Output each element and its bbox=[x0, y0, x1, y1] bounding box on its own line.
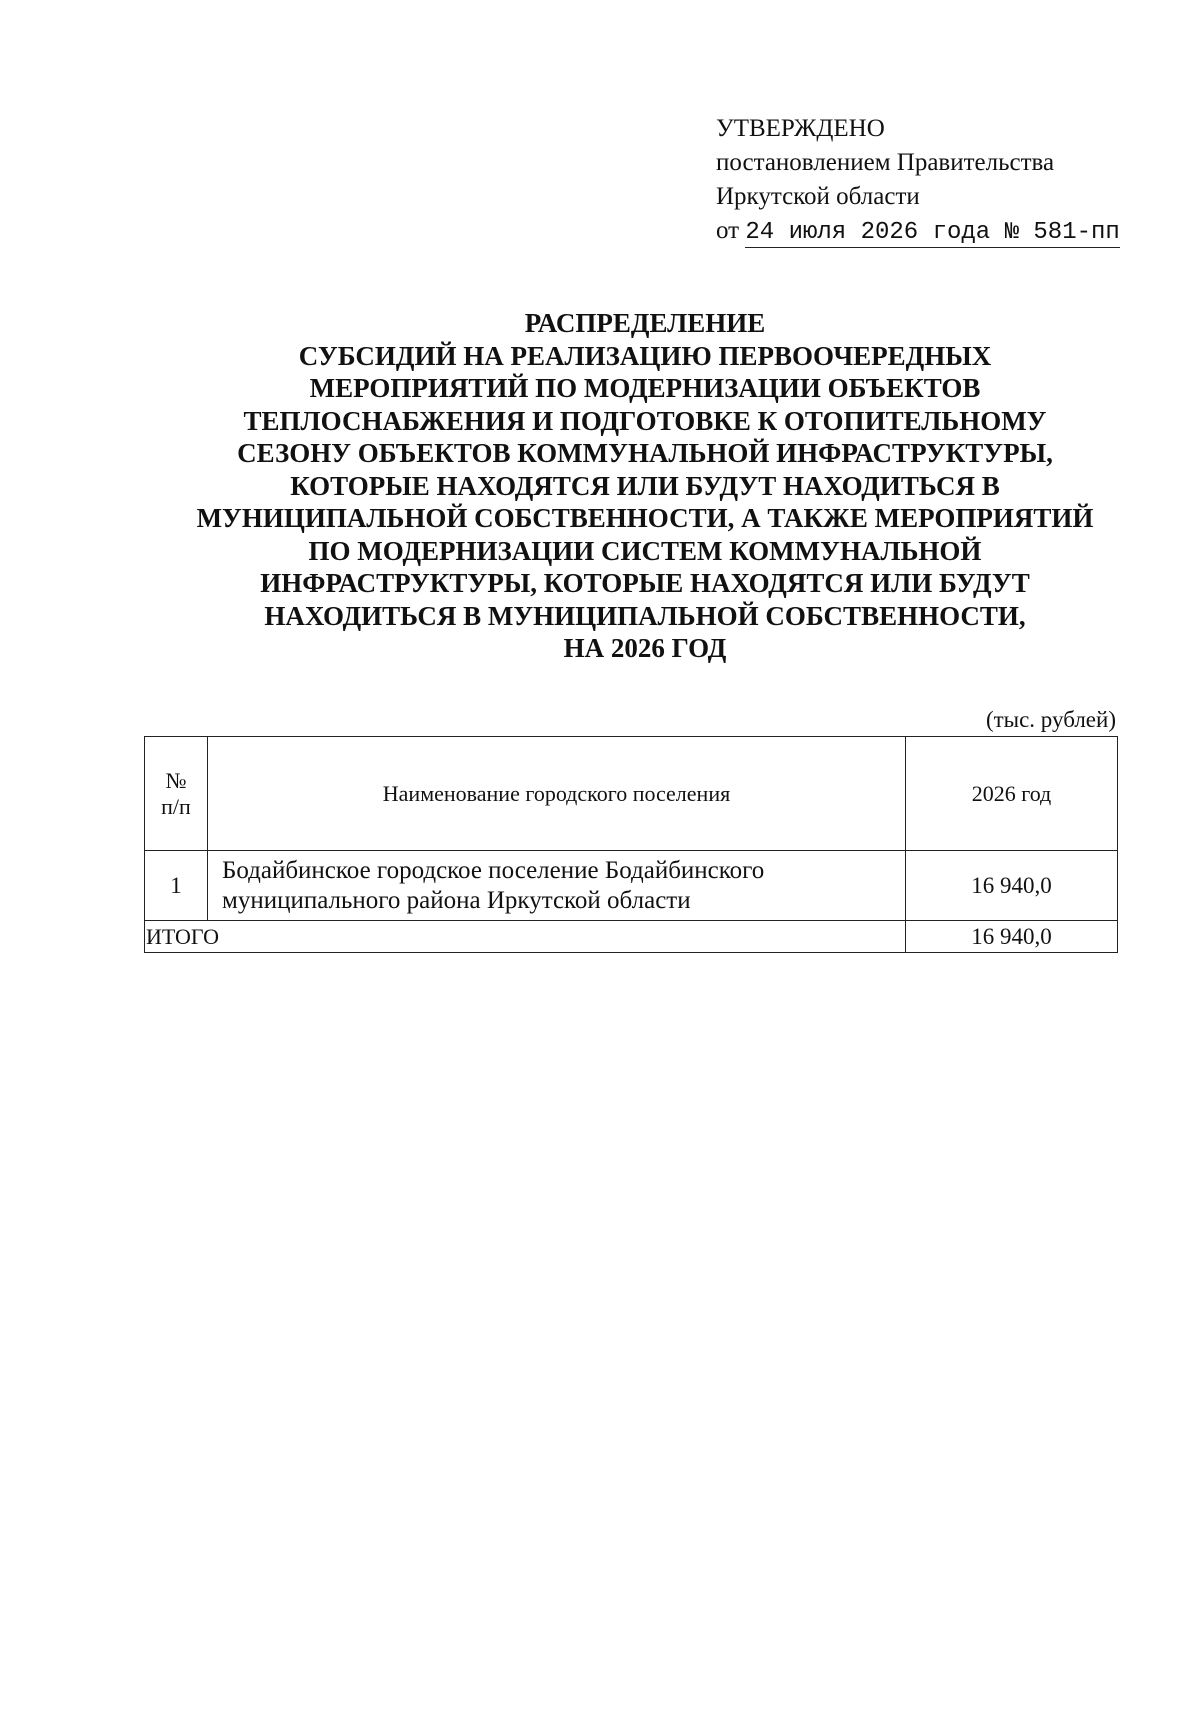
title-line: МЕРОПРИЯТИЙ ПО МОДЕРНИЗАЦИИ ОБЪЕКТОВ bbox=[309, 373, 981, 403]
title-line: НА 2026 ГОД bbox=[563, 633, 727, 663]
table-row bbox=[145, 851, 1118, 921]
row-settlement-name-line-1: Бодайбинское городское поселение Бодайбинского bbox=[222, 856, 765, 884]
approval-heading: УТВЕРЖДЕНО bbox=[716, 115, 885, 142]
subsidy-table bbox=[144, 736, 1118, 953]
approval-date-prefix: от bbox=[716, 217, 740, 244]
header-number-pp: п/п bbox=[161, 793, 191, 819]
title-line: РАСПРЕДЕЛЕНИЕ bbox=[524, 308, 766, 338]
title-line: КОТОРЫЕ НАХОДЯТСЯ ИЛИ БУДУТ НАХОДИТЬСЯ В bbox=[290, 470, 1000, 501]
table-header-row bbox=[145, 737, 1118, 851]
units-label: (тыс. рублей) bbox=[985, 707, 1116, 732]
document-title bbox=[150, 307, 1140, 665]
title-line: МУНИЦИПАЛЬНОЙ СОБСТВЕННОСТИ, А ТАКЖЕ МЕРОПРИЯТИЙ bbox=[196, 503, 1094, 533]
header-number-sign: № bbox=[165, 767, 187, 793]
approval-date-row bbox=[716, 214, 1136, 250]
table-total-row bbox=[145, 921, 1118, 953]
approval-block bbox=[716, 112, 1136, 250]
approval-date-value: 24 июля 2026 года № 581-пп bbox=[745, 219, 1120, 246]
total-label: ИТОГО bbox=[145, 921, 906, 953]
row-settlement-name-line-2: муниципального района Иркутской области bbox=[222, 886, 691, 914]
total-amount: 16 940,0 bbox=[906, 921, 1118, 953]
title-line: ПО МОДЕРНИЗАЦИИ СИСТЕМ КОММУНАЛЬНОЙ bbox=[308, 535, 982, 566]
row-number: 1 bbox=[145, 851, 208, 921]
row-settlement-name bbox=[208, 851, 906, 921]
header-settlement-name: Наименование городского поселения bbox=[208, 737, 906, 851]
title-line: СУБСИДИЙ НА РЕАЛИЗАЦИЮ ПЕРВООЧЕРЕДНЫХ bbox=[298, 340, 992, 371]
header-year: 2026 год bbox=[906, 737, 1118, 851]
row-amount: 16 940,0 bbox=[906, 851, 1118, 921]
approval-line-1: постановлением Правительства bbox=[716, 149, 1055, 176]
header-number bbox=[145, 737, 208, 851]
title-line: СЕЗОНУ ОБЪЕКТОВ КОММУНАЛЬНОЙ ИНФРАСТРУКТУРЫ, bbox=[237, 438, 1053, 468]
title-line: ТЕПЛОСНАБЖЕНИЯ И ПОДГОТОВКЕ К ОТОПИТЕЛЬНОМУ bbox=[243, 405, 1047, 436]
title-line: НАХОДИТЬСЯ В МУНИЦИПАЛЬНОЙ СОБСТВЕННОСТИ, bbox=[264, 600, 1026, 631]
approval-line-2: Иркутской области bbox=[716, 183, 920, 210]
title-line: ИНФРАСТРУКТУРЫ, КОТОРЫЕ НАХОДЯТСЯ ИЛИ БУДУТ bbox=[260, 568, 1030, 598]
